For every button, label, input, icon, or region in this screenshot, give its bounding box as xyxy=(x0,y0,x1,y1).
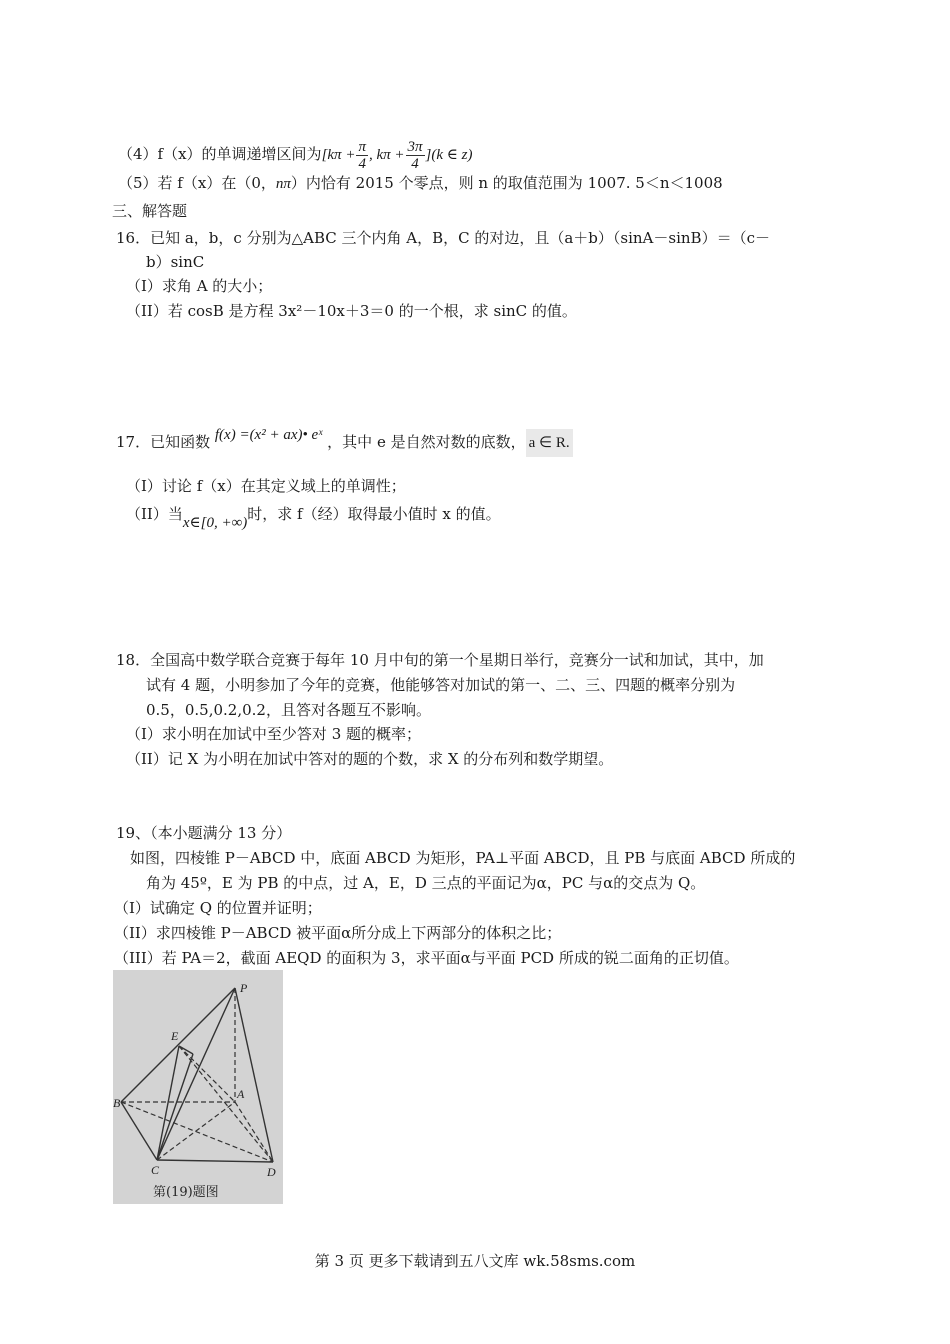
q17-part1: （I）讨论 f（x）在其定义域上的单调性； xyxy=(126,477,406,495)
pyramid-diagram xyxy=(113,970,283,1204)
label-A: A xyxy=(237,1087,245,1101)
q19-line1: 如图，四棱锥 P－ABCD 中，底面 ABCD 为矩形，PA⊥平面 ABCD，且 PB 与底面 ABCD 所成的 xyxy=(130,849,796,867)
fraction-3pi-4: $\frac{3\pi}{4}$ xyxy=(407,139,423,173)
q16-part2: （II）若 cosB 是方程 3x²－10x＋3＝0 的一个根，求 sinC 的值。 xyxy=(126,302,577,320)
pyramid-figure xyxy=(113,970,283,1204)
q18-part2: （II）记 X 为小明在加试中答对的题的个数，求 X 的分布列和数学期望。 xyxy=(126,750,614,768)
q18-line1: 18．全国高中数学联合竞赛于每年 10 月中旬的第一个星期日举行，竞赛分一试和加试，其中，加 xyxy=(116,651,764,669)
edge-ED-hidden xyxy=(179,1046,273,1162)
q19-part2: （II）求四棱锥 P－ABCD 被平面α所分成上下两部分的体积之比； xyxy=(114,924,562,942)
q16-line1: 16．已知 a，b，c 分别为△ABC 三个内角 A，B，C 的对边，且（a＋b）（sinA－sinB）＝（c－ xyxy=(116,229,770,247)
edge-PD xyxy=(235,988,273,1162)
label-C: C xyxy=(151,1163,160,1177)
label-E: E xyxy=(171,1029,179,1043)
q19-line2: 角为 45º，E 为 PB 的中点，过 A，E，D 三点的平面记为α，PC 与α的交点为 Q。 xyxy=(146,874,706,892)
edge-BD-hidden xyxy=(121,1102,273,1162)
q19-part1: （I）试确定 Q 的位置并证明； xyxy=(114,899,322,917)
q17-line1: 17．已知函数 f(x) =(x² + ax)• eˣ ，其中 e 是自然对数的底数， a ∈ R. xyxy=(116,428,573,457)
q17-part2-formula: x∈[0, +∞) xyxy=(182,515,248,531)
edge-PC xyxy=(157,988,235,1160)
item-4-formula: [kπ + $\frac{\pi}{4}$ , kπ + $\frac{3\pi}{4}$ ](k ∈ z) xyxy=(321,139,473,173)
section-heading: 三、解答题 xyxy=(112,202,188,220)
q16-part1: （I）求角 A 的大小； xyxy=(126,277,273,295)
edge-PB xyxy=(121,988,235,1102)
figure-caption: 第(19)题图 xyxy=(153,1185,219,1200)
q16-line2: b）sinC xyxy=(146,253,205,271)
q18-part1: （I）求小明在加试中至少答对 3 题的概率； xyxy=(126,725,422,743)
q18-line3: 0.5，0.5,0.2,0.2，且答对各题互不影响。 xyxy=(146,701,431,719)
q19-part3: （III）若 PA＝2，截面 AEQD 的面积为 3，求平面α与平面 PCD 所成的锐二面角的正切值。 xyxy=(114,949,739,967)
item-4 xyxy=(118,136,472,172)
fraction-pi-4: $\frac{\pi}{4}$ xyxy=(358,139,366,173)
edge-AD-hidden xyxy=(235,1102,273,1162)
q17-formula: f(x) =(x² + ax)• eˣ xyxy=(214,427,323,443)
q17-part2: （II）当x∈[0, +∞)时，求 f（经）取得最小值时 x 的值。 xyxy=(126,505,501,531)
label-D: D xyxy=(267,1165,276,1179)
edge-CA-hidden xyxy=(157,1102,235,1160)
edge-CD xyxy=(157,1160,273,1162)
page-footer: 第 3 页 更多下载请到五八文库 wk.58sms.com xyxy=(314,1252,636,1270)
item-5-formula: nπ xyxy=(275,176,291,192)
q18-line2: 试有 4 题，小明参加了今年的竞赛，他能够答对加试的第一、二、三、四题的概率分别为 xyxy=(146,676,736,694)
label-B: B xyxy=(113,1096,121,1110)
a-in-r-image: a ∈ R. xyxy=(526,429,573,457)
item-5: （5）若 f（x）在（0，nπ）内恰有 2015 个零点，则 n 的取值范围为 1007. 5＜n＜1008 xyxy=(118,174,723,192)
item-4-text: （4）f（x）的单调递增区间为 xyxy=(118,145,322,163)
label-P: P xyxy=(240,981,248,995)
edge-BC xyxy=(121,1102,157,1160)
q19-header: 19、（本小题满分 13 分） xyxy=(116,824,292,842)
